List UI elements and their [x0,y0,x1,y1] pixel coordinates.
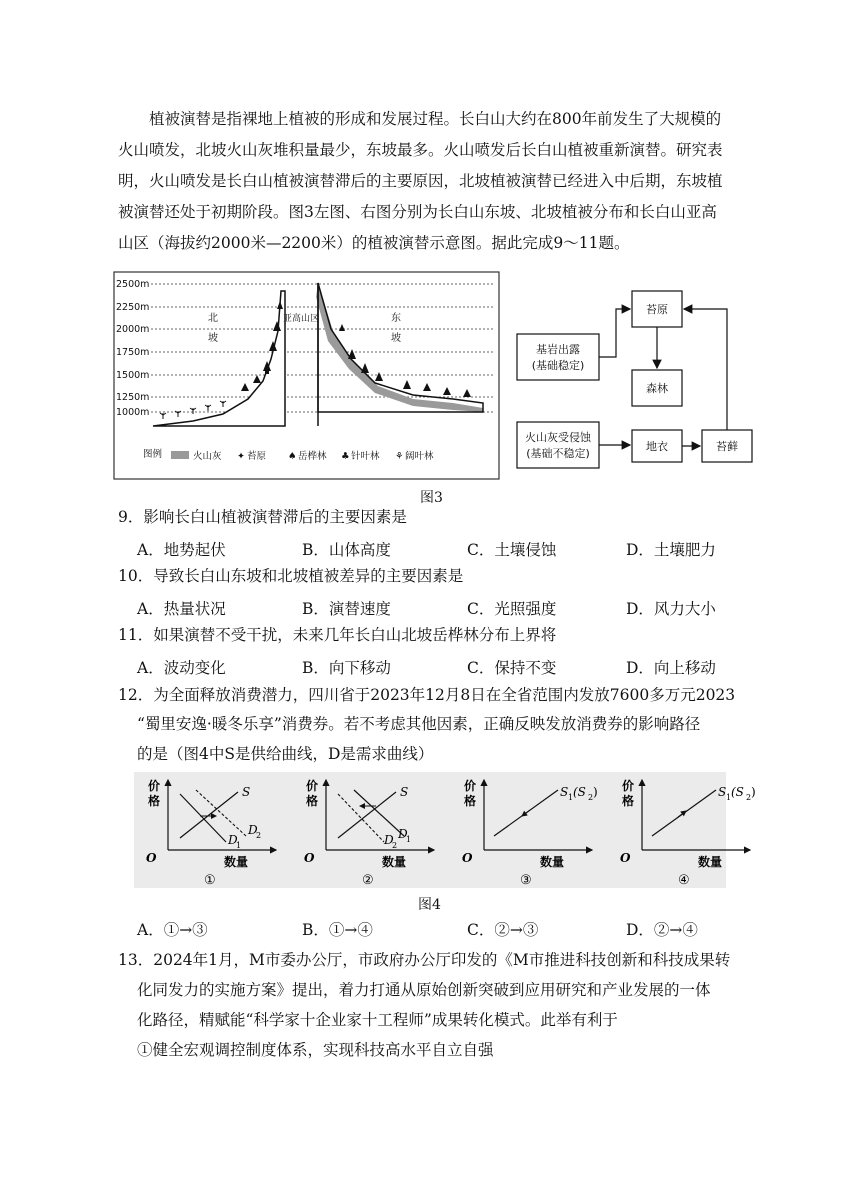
option: B．①→④ [302,921,373,939]
option: C．土壤侵蚀 [467,541,557,559]
y-axis-label: 价 [622,779,635,793]
panel-number: ① [204,873,216,888]
y-tick: 1750m [116,347,150,358]
option: A．热量状况 [137,600,226,618]
option: B．演替速度 [302,600,391,618]
y-tick: 2000m [116,324,150,335]
q12-line: 12．为全面释放消费潜力，四川省于2023年12月8日在全省范围内发放7600多万元2023 [118,686,736,704]
svg-text:✦: ✦ [237,451,245,462]
x-axis-label: 数量 [698,855,723,869]
q13-line: 13．2024年1月，M市委办公厅，市政府办公厅印发的《M市推进科技创新和科技成果转 [118,951,731,969]
y-axis-label: 价 [306,779,319,793]
question-stem: 10．导致长白山东坡和北坡植被差异的主要因素是 [118,567,464,585]
curve-label: 1 [406,835,412,844]
origin-label: O [462,851,473,865]
origin-label: O [146,851,157,865]
north-slope-label: 北 [208,313,218,324]
origin-label: O [620,851,631,865]
curve-label: S [560,785,569,799]
q12-line: “蜀里安逸·暖冬乐享”消费券。若不考虑其他因素，正确反映发放消费券的影响路径 [137,715,701,733]
curve-label: S [718,785,727,799]
y-axis-label: 格 [148,794,161,808]
fig3-left-profile [113,271,501,481]
y-tick: 1250m [116,392,150,403]
svg-text:♠: ♠ [288,451,297,462]
legend-item: 针叶林 [351,451,380,462]
y-tick: 1000m [116,407,150,418]
curve-label: D [398,827,408,841]
curve-label: S [400,785,409,799]
y-tick: 2250m [116,302,150,313]
legend-title: 图例 [143,449,163,460]
curve-label: 1 [726,793,732,802]
option: A．波动变化 [137,659,226,677]
intro-line: 被演替还处于初期阶段。图3左图、右图分别为长白山东坡、北坡植被分布和长白山亚高 [118,203,717,221]
intro-line: 山区（海拔约2000米—2200米）的植被演替示意图。据此完成9～11题。 [118,234,630,252]
question-stem: 9．影响长白山植被演替滞后的主要因素是 [118,508,407,526]
option: A．①→③ [137,921,208,939]
fig4-supply-demand [134,772,756,888]
intro-line: 植被演替是指裸地上植被的形成和发展过程。长白山大约在800年前发生了大规模的 [118,110,722,128]
panel-number: ④ [678,873,690,888]
y-tick: 2500m [116,279,150,290]
panel-number: ③ [520,873,532,888]
option: C．②→③ [467,921,539,939]
legend-item: 火山灰 [193,451,222,462]
panel-number: ② [362,873,374,888]
curve-label: 2 [588,793,594,802]
curve-label: 1 [568,793,574,802]
east-slope-label: 坡 [391,333,401,344]
y-axis-label: 格 [306,794,319,808]
legend-item: 阔叶林 [405,451,434,462]
east-slope-label: 东 [391,313,401,324]
curve-label: D [384,833,394,847]
box-bedrock: 基岩出露 [536,343,580,356]
svg-text:⚘: ⚘ [395,451,404,462]
legend-item: 岳桦林 [298,451,327,462]
option: D．②→④ [626,921,698,939]
q13-line: ①健全宏观调控制度体系，实现科技高水平自立自强 [137,1041,494,1059]
intro-line: 明，火山喷发是长白山植被演替滞后的主要原因，北坡植被演替已经进入中后期，东坡植 [118,172,723,190]
question-stem: 11．如果演替不受干扰，未来几年长白山北坡岳桦林分布上界将 [118,626,557,644]
box-lichen: 地衣 [646,440,668,453]
option: B．山体高度 [302,541,391,559]
y-axis-label: 格 [464,794,477,808]
north-slope-label: 坡 [208,333,218,344]
subalpine-label: 亚高山区 [283,314,320,324]
x-axis-label: 数量 [540,855,565,869]
curve-label: 1 [236,841,242,850]
option: C．保持不变 [467,659,557,677]
curve-label: ) [593,785,598,799]
curve-label: 2 [746,793,752,802]
box-bedrock-note: (基础稳定) [531,359,585,372]
q13-line: 化同发力的实施方案》提出，着力打通从原始创新突破到应用研究和产业发展的一体 [137,981,711,999]
y-axis-label: 价 [464,779,477,793]
y-tick: 1500m [116,370,150,381]
curve-label: D [248,823,258,837]
option: C．光照强度 [467,600,557,618]
box-ash: 火山灰受侵蚀 [525,431,591,444]
fig3-caption: 图3 [420,490,443,506]
curve-label: 2 [392,841,398,850]
y-axis-label: 价 [148,779,161,793]
curve-label: ) [751,785,756,799]
box-moss: 苔藓 [716,440,738,453]
legend-item: 苔原 [247,451,267,462]
box-ash-note: (基础不稳定) [526,447,590,460]
x-axis-label: 数量 [382,855,407,869]
y-axis-label: 格 [622,794,635,808]
svg-text:♣: ♣ [341,451,350,462]
curve-label: D [228,833,238,847]
box-tundra: 苔原 [646,303,668,316]
option: D．向上移动 [626,659,716,677]
box-forest: 森林 [646,382,668,395]
fig3-right-flow [512,286,760,478]
option: D．土壤肥力 [626,541,716,559]
q13-line: 化路径，精赋能“科学家十企业家十工程师”成果转化模式。此举有利于 [137,1011,618,1029]
option: B．向下移动 [302,659,391,677]
option: A．地势起伏 [137,541,226,559]
fig4-caption: 图4 [418,897,441,913]
option: D．风力大小 [626,600,716,618]
curve-label: (S [573,785,586,799]
x-axis-label: 数量 [224,855,249,869]
curve-label: (S [731,785,744,799]
curve-label: S [242,785,251,799]
intro-line: 火山喷发，北坡火山灰堆积量最少，东坡最多。火山喷发后长白山植被重新演替。研究表 [118,141,723,159]
curve-label: 2 [256,831,262,840]
origin-label: O [304,851,315,865]
intro-paragraph [118,104,750,259]
q12-line: 的是（图4中S是供给曲线，D是需求曲线） [137,745,434,763]
